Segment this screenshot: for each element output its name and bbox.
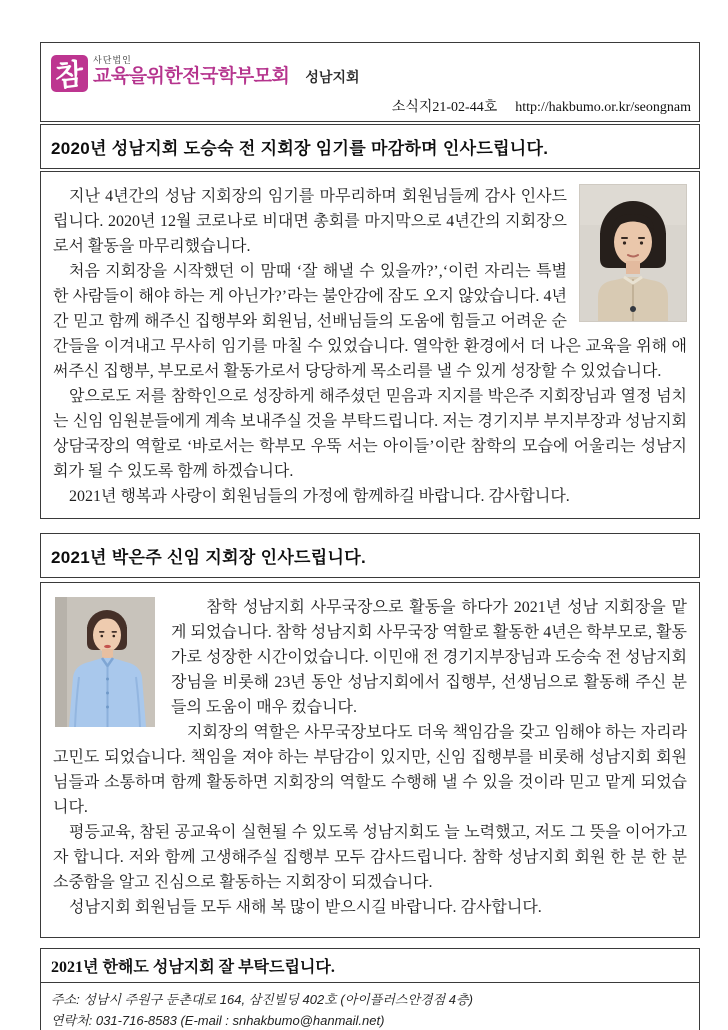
logo-glyph: 참 (55, 58, 85, 94)
footer-contact: 연락처: 031-716-8583 (E-mail : snhakbumo@hanmail.net) (51, 1013, 385, 1028)
section2-title (40, 533, 700, 578)
section1-title-text: 2020년 성남지회 도승숙 전 지회장 임기를 마감하며 인사드립니다. (51, 139, 549, 158)
former-president-photo (579, 184, 687, 322)
section2-paragraph: 성남지회 회원님들 모두 새해 복 많이 받으시길 바랍니다. 감사합니다. (69, 899, 542, 916)
section1-paragraph: 처음 지회장을 시작했던 이 맘때 ‘잘 해낼 수 있을까?’,‘이런 자리는 특별한 사람들이 해야 하는 게 아닌가?’라는 불안감에 잠도 오지 않았습니다. 4년간 믿고 함께 해주신 집행부와 회원님, 선배님들의 도움에 힘들고 어려운 순간들을 이겨내고 무사히 임기를 마칠 수 있었습니다. 열악한 환경에서 더 나은 교육을 위해 애써주신 집행부, 부모로서 활동가로서 당당하게 목소리를 낼 수 있게 성장할 수 있었습니다. (53, 263, 687, 380)
corp-type-label: 사단법인 (93, 55, 132, 65)
org-brand (51, 55, 360, 92)
issue-line (392, 96, 691, 116)
footer-address: 주소: 성남시 주원구 둔촌대로 164, 삼진빌딩 402호 (아이플러스안경점 4층) (51, 992, 473, 1007)
header-box (40, 42, 700, 122)
footer-message: 2021년 한해도 성남지회 잘 부탁드립니다. (51, 959, 335, 976)
section2-paragraph: 지회장의 역할은 사무국장보다도 더욱 책임감을 갖고 임해야 하는 자리라 고민도 되었습니다. 책임을 져야 하는 부담감이 있지만, 신임 집행부를 비롯해 성남지회 회원님들과 소통하며 함께 활동하면 지회장의 역할도 수행해 낼 수 있을 것이라 믿고 맡게 되었습니다. (53, 724, 687, 816)
portrait-woman-beige-cardigan (580, 185, 686, 321)
org-text-block (93, 55, 360, 86)
footer-message-box (40, 948, 700, 983)
newsletter-url: http://hakbumo.or.kr/seongnam (515, 100, 691, 115)
section1-paragraph: 지난 4년간의 성남 지회장의 임기를 마무리하며 회원님들께 감사 인사드립니다. 2020년 12월 코로나로 비대면 총회를 마지막으로 4년간의 지회장으로서 활동을 마무리했습니다. (53, 188, 567, 255)
section2-title-text: 2021년 박은주 신임 지회장 인사드립니다. (51, 548, 366, 567)
branch-name: 성남지회 (305, 69, 360, 85)
org-logo-icon (51, 55, 88, 92)
section2-body (40, 582, 700, 938)
section1-body (40, 171, 700, 519)
portrait-woman-blue-shirt (55, 597, 155, 727)
section2-paragraph: 평등교육, 참된 공교육이 실현될 수 있도록 성남지회도 늘 노력했고, 저도 그 뜻을 이어가고자 합니다. 저와 함께 고생해주실 집행부 모두 감사드립니다. 참학 성남지회 회원 한 분 한 분 소중함을 알고 진심으로 활동하는 지회장이 되겠습니다. (53, 824, 687, 891)
org-name: 교육을위한전국학부모회 (93, 66, 290, 87)
section1-paragraph: 2021년 행복과 사랑이 회원님들의 가정에 함께하길 바랍니다. 감사합니다. (69, 488, 570, 505)
section1-paragraph: 앞으로도 저를 참학인으로 성장하게 해주셨던 믿음과 지지를 박은주 지회장님과 열정 넘치는 신임 임원분들에게 계속 보내주실 것을 부탁드립니다. 저는 경기지부 부지부장과 성남지회 상담국장의 역할로 ‘바로서는 학부모 우뚝 서는 아이들’이란 참학의 모습에 어울리는 성남지회가 될 수 있도록 함께 하겠습니다. (53, 388, 687, 480)
section1-title (40, 124, 700, 169)
footer-address-box (40, 982, 700, 1030)
issue-number: 소식지21-02-44호 (391, 100, 498, 115)
new-president-photo (55, 597, 155, 727)
section2-paragraph: 참학 성남지회 사무국장으로 활동을 하다가 2021년 성남 지회장을 맡게 되었습니다. 참학 성남지회 사무국장 역할로 활동한 4년은 학부모로, 활동가로 성장한 시간이었습니다. 이민애 전 경기지부장님과 도승숙 전 성남지회장님을 비롯해 23년 동안 성남지회에서 집행부, 선생님으로 활동해 주신 분들의 도움이 매우 컸습니다. (171, 599, 687, 716)
